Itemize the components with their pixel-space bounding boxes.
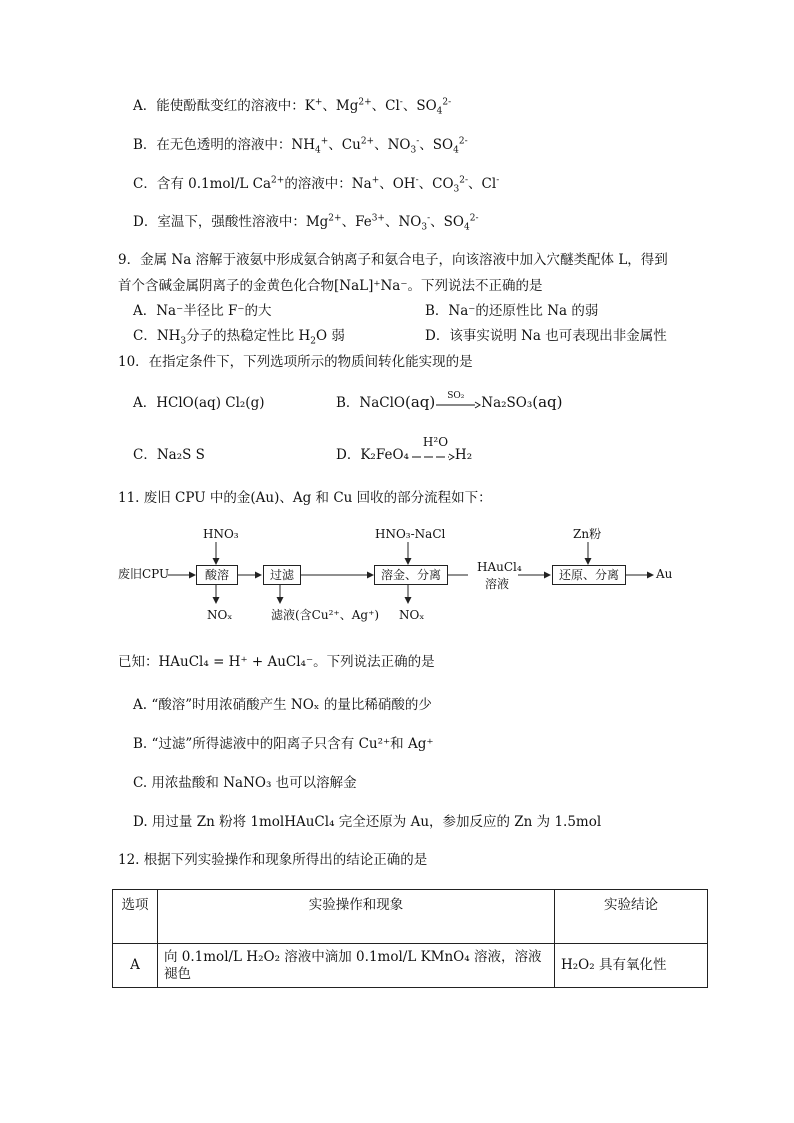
q8-c-label: C．含有 0.1mol/L Ca: [133, 176, 272, 192]
q10-b-product: Na₂SO₃: [481, 395, 533, 411]
table-header-conclusion: 实验结论: [555, 890, 708, 944]
q10-option-a: A．HClO(aq) Cl₂(g): [133, 395, 265, 411]
q10-b-prefix: B．NaClO: [336, 395, 405, 411]
q9-option-d: D．该事实说明 Na 也可表现出非金属性: [425, 328, 667, 344]
q10-option-d: [336, 434, 473, 464]
q10-option-c: C．Na₂S S: [133, 447, 205, 463]
q12-stem: 12. 根据下列实验操作和现象所得出的结论正确的是: [118, 852, 428, 868]
q9-option-a: A．Na⁻半径比 F⁻的大: [133, 303, 272, 319]
table-cell-conclusion: H₂O₂ 具有氧化性: [555, 944, 708, 988]
q11-known-suffix: 。下列说法正确的是: [313, 654, 435, 670]
q11-known-prefix: 已知：: [118, 654, 159, 670]
q11-known: [118, 654, 435, 671]
q10-b-arrow: [435, 390, 481, 411]
q8-a-label: A．能使酚酞变红的溶液中：: [133, 98, 305, 114]
q8-c-mid: 的溶液中：Na: [284, 176, 372, 192]
table-header-row: [113, 890, 708, 944]
table-header-operation: 实验操作和现象: [158, 890, 555, 944]
q10-d-reagent: H²O: [422, 434, 449, 449]
q8-option-a: A．能使酚酞变红的溶液中：K+、$Mg^{2+}$、Cl-、$SO_4^{2-}$: [133, 97, 452, 117]
q10-d-prefix: D．K₂FeO₄: [336, 447, 409, 463]
q10-d-arrow: [409, 434, 455, 463]
flow-mid-haucl4: HAuCl₄: [477, 560, 522, 574]
q9-c-prefix: C．NH: [133, 328, 181, 344]
q11-option-d: D. 用过量 Zn 粉将 1molHAuCl₄ 完全还原为 Au，参加反应的 Zn 为 1.5mol: [133, 814, 602, 830]
q11-option-a: A. “酸溶”时用浓硝酸产生 NOₓ 的量比稀硝酸的少: [133, 697, 432, 713]
flow-reagent-hno3-nacl: HNO₃-NaCl: [375, 527, 446, 541]
q10-b-reagent: SO₂: [447, 390, 465, 401]
q11-flowchart: [118, 525, 678, 630]
q8-a-rest: 、Cl: [371, 98, 400, 114]
q8-d-label: D．室温下，强酸性溶液中：: [133, 214, 306, 230]
q9-option-b: B．Na⁻的还原性比 Na 的弱: [425, 303, 599, 319]
table-cell-operation: 向 0.1mol/L H₂O₂ 溶液中滴加 0.1mol/L KMnO₄ 溶液，溶液褪色: [158, 944, 555, 988]
q11-option-b: B. “过滤”所得滤液中的阳离子只含有 Cu²⁺和 Ag⁺: [133, 736, 434, 752]
flow-start: 废旧CPU: [118, 567, 170, 581]
q9-option-c: C．$NH_3$分子的热稳定性比 $H_2O$ 弱: [133, 328, 345, 347]
flow-box-acid-dissolve: 酸溶: [196, 565, 238, 585]
q8-option-c: C．含有 0.1mol/L $Ca^{2+}$的溶液中：Na+、OH-、$CO_3^{2-}$、Cl-: [133, 175, 500, 195]
flow-reagent-hno3: HNO₃: [203, 527, 239, 541]
q10-b-aq2: (aq): [532, 393, 563, 411]
q12-table: [112, 889, 708, 988]
q9-stem-line1: 9．金属 Na 溶解于液氨中形成氨合钠离子和氨合电子，向该溶液中加入穴醚类配体 L，得到: [118, 252, 668, 268]
flow-end-au: Au: [656, 567, 673, 581]
q8-option-d: D．室温下，强酸性溶液中：$Mg^{2+}$、$Fe^{3+}$、$NO_3^-$、$SO_4^{2-}$: [133, 213, 479, 233]
flow-reagent-zn: Zn粉: [573, 527, 602, 541]
q9-stem-line2: 首个含碱金属阴离子的金黄色化合物[NaL]⁺Na⁻。下列说法不正确的是: [118, 278, 543, 294]
q9-c-suffix: O 弱: [315, 328, 345, 344]
flow-box-filter: 过滤: [263, 565, 301, 585]
flow-mid-solution: 溶液: [485, 577, 510, 591]
flow-out-nox-1: NOₓ: [207, 608, 233, 622]
flow-out-filtrate: 滤液(含Cu²⁺、Ag⁺): [271, 608, 380, 622]
table-cell-option: A: [113, 944, 158, 988]
q11-known-equation: HAuCl₄ = H⁺ + AuCl₄⁻: [158, 654, 314, 670]
q8-option-b: B．在无色透明的溶液中：$NH_4^+$、$Cu^{2+}$、$NO_3^-$、$SO_4^{2-}$: [133, 136, 468, 156]
flow-box-dissolve-gold: 溶金、分离: [374, 565, 448, 585]
q11-stem: 11. 废旧 CPU 中的金(Au)、Ag 和 Cu 回收的部分流程如下：: [118, 490, 492, 506]
q8-b-label: B．在无色透明的溶液中：: [133, 137, 292, 153]
table-header-option: 选项: [113, 890, 158, 944]
table-row: [113, 944, 708, 988]
q10-b-arrow-line: [435, 397, 481, 411]
q9-c-mid: 分子的热稳定性比 H: [186, 328, 311, 344]
flow-out-nox-2: NOₓ: [399, 608, 425, 622]
flow-box-reduce: 还原、分离: [552, 565, 626, 585]
q11-option-c: C. 用浓盐酸和 NaNO₃ 也可以溶解金: [133, 775, 357, 791]
q10-d-product: H₂: [454, 447, 473, 463]
q10-stem: 10．在指定条件下，下列选项所示的物质间转化能实现的是: [118, 354, 473, 370]
q10-d-arrow-line: [409, 449, 455, 463]
q10-b-aq: (aq): [405, 393, 436, 411]
q10-option-b: [336, 390, 563, 412]
